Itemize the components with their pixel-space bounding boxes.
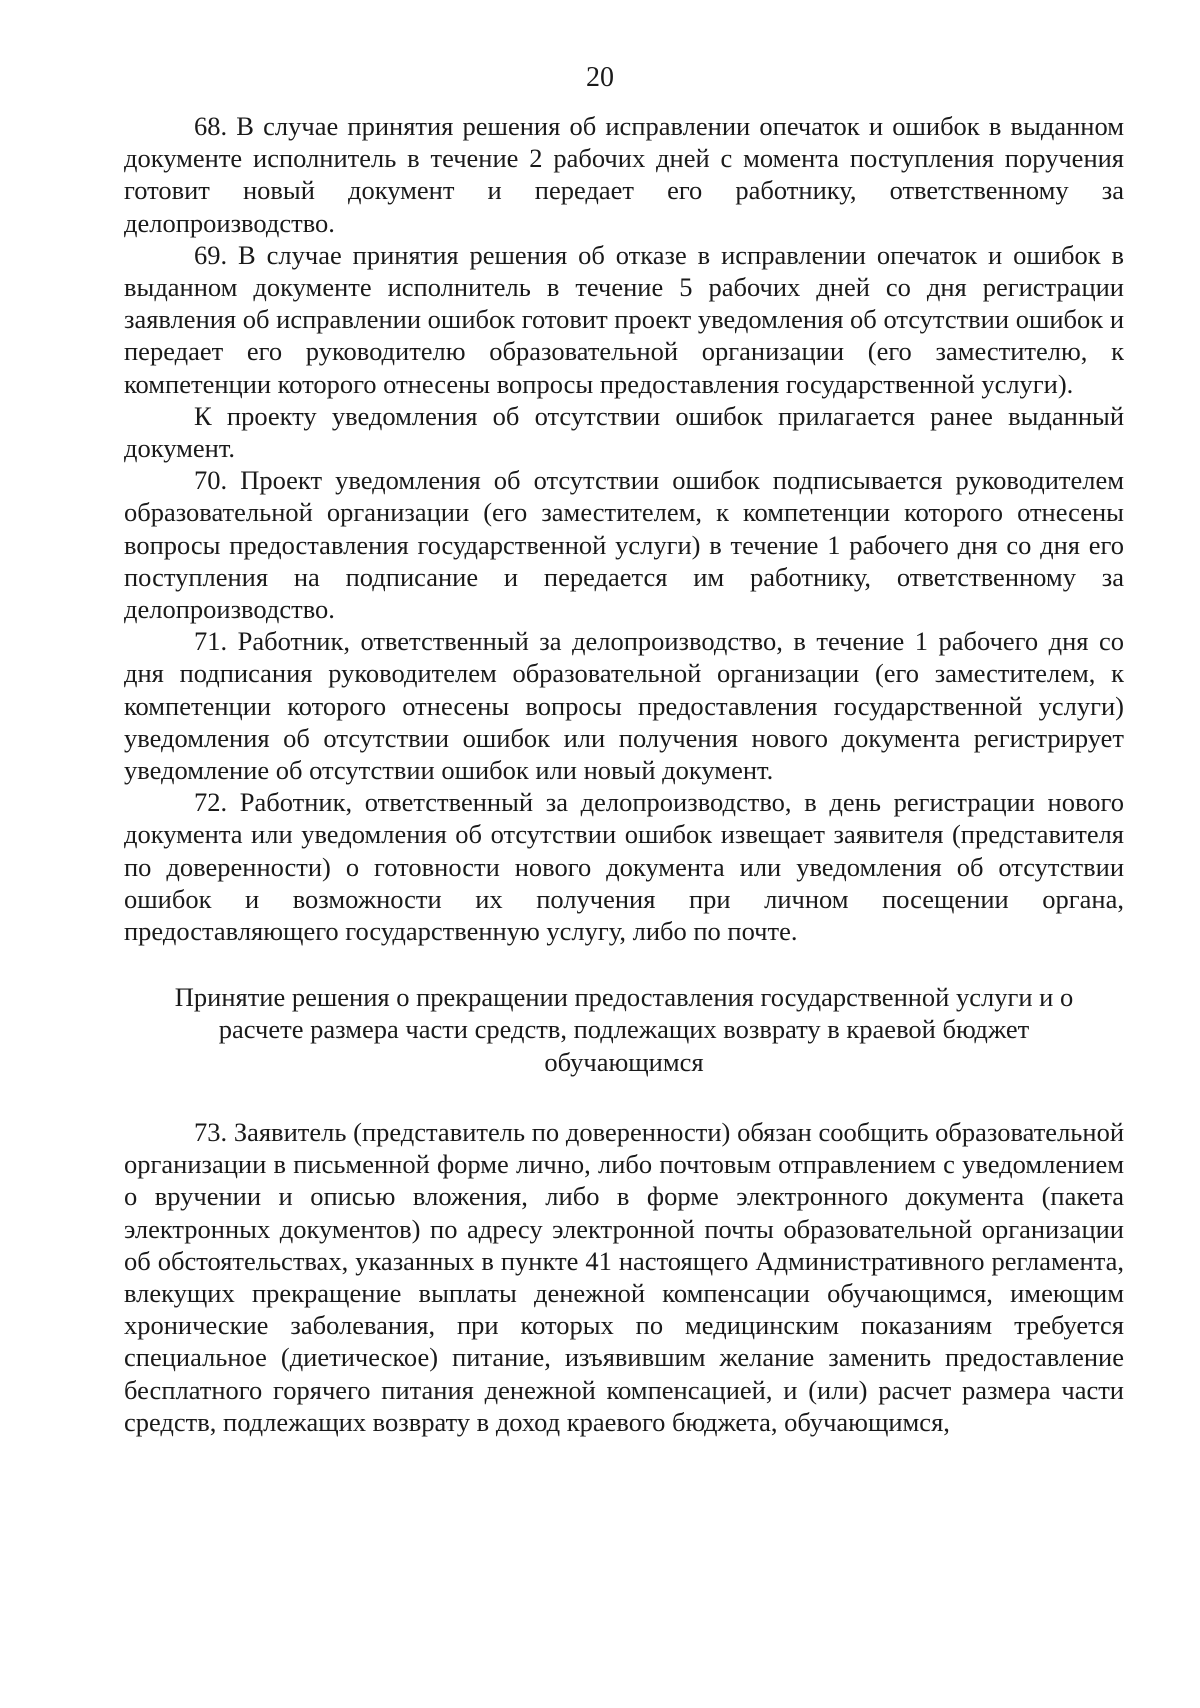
paragraph-68: 68. В случае принятия решения об исправлении опечаток и ошибок в выданном документе исполнитель в течение 2 рабочих дней с момента поступления поручения готовит новый документ и передает его работнику, ответственному за делопроизводство. xyxy=(124,111,1124,238)
paragraph-69: 69. В случае принятия решения об отказе в исправлении опечаток и ошибок в выданном документе исполнитель в течение 5 рабочих дней со дня регистрации заявления об исправлении ошибок готовит проект уведомления об отсутствии ошибок и передает его руководителю образовательной организации (его заместителю, к компетенции которого отнесены вопросы предоставления государственной услуги). xyxy=(124,239,1124,399)
page-number: 20 xyxy=(586,62,614,93)
paragraph-72: 72. Работник, ответственный за делопроизводство, в день регистрации нового документа или уведомления об отсутствии ошибок извещает заявителя (представителя по доверенности) о готовности нового документа или уведомления об отсутствии ошибок и возможности их получения при личном посещении органа, предоставляющего государственную услугу, либо по почте. xyxy=(124,787,1124,947)
paragraph-70: 70. Проект уведомления об отсутствии ошибок подписывается руководителем образовательной организации (его заместителем, к компетенции которого отнесены вопросы предоставления государственной услуги) в течение 1 рабочего дня со дня его поступления на подписание и передается им работнику, ответственному за делопроизводство. xyxy=(124,465,1124,625)
section-heading: Принятие решения о прекращении предоставления государственной услуги и о расчете размера части средств, подлежащих возврату в краевой бюджет обучающимся xyxy=(174,982,1074,1077)
paragraph-71: 71. Работник, ответственный за делопроизводство, в течение 1 рабочего дня со дня подписания руководителем образовательной организации (его заместителем, к компетенции которого отнесены вопросы предоставления государственной услуги) уведомления об отсутствии ошибок или получения нового документа регистрирует уведомление об отсутствии ошибок или новый документ. xyxy=(124,626,1124,786)
paragraph-69-attachment: К проекту уведомления об отсутствии ошибок прилагается ранее выданный документ. xyxy=(124,400,1124,464)
document-body xyxy=(124,110,1124,1438)
paragraph-73: 73. Заявитель (представитель по доверенности) обязан сообщить образовательной организации в письменной форме лично, либо почтовым отправлением с уведомлением о вручении и описью вложения, либо в форме электронного документа (пакета электронных документов) по адресу электронной почты образовательной организации об обстоятельствах, указанных в пункте 41 настоящего Административного регламента, влекущих прекращение выплаты денежной компенсации обучающимся, имеющим хронические заболевания, при которых по медицинским показаниям требуется специальное (диетическое) питание, изъявившим желание заменить предоставление бесплатного горячего питания денежной компенсацией, и (или) расчет размера части средств, подлежащих возврату в доход краевого бюджета, обучающимся, xyxy=(124,1116,1124,1437)
